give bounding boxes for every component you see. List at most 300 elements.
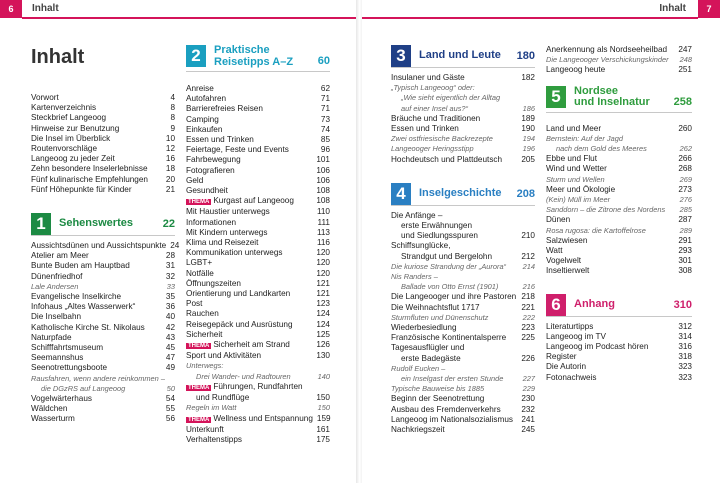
toc-page-number: 121	[316, 289, 330, 299]
toc-entry	[31, 292, 175, 302]
toc-entry	[186, 393, 330, 403]
toc-page-number	[531, 364, 535, 374]
section-4-header	[391, 183, 535, 206]
toc-entry-label	[391, 292, 516, 302]
toc-entry-label	[186, 84, 214, 94]
toc-entry	[31, 394, 175, 404]
toc-entry-label	[391, 262, 506, 272]
toc-page-number: 16	[165, 154, 175, 164]
toc-label-text: Anerkennung als Nordseeheilbad	[546, 45, 668, 54]
toc-entry	[546, 246, 692, 256]
thema-badge: THEMA	[188, 343, 210, 350]
toc-page-number: 212	[521, 251, 535, 261]
toc-entry-label	[41, 384, 125, 394]
toc-entry-label	[391, 364, 445, 374]
toc-entry-label	[546, 342, 648, 352]
toc-page-number: 314	[678, 331, 692, 341]
toc-label-text: Langeoog im TV	[546, 331, 606, 341]
toc-entry	[186, 330, 330, 340]
toc-entry-label	[31, 93, 59, 103]
toc-entry	[31, 363, 175, 373]
toc-label-text: Drei Wander- und Radtouren	[196, 371, 291, 381]
toc-page-number: 31	[165, 261, 175, 271]
toc-entry	[546, 65, 692, 75]
toc-entry-label	[186, 414, 313, 425]
toc-page-number: 43	[165, 332, 175, 342]
toc-entry-label	[186, 279, 241, 289]
toc-page-number: 323	[678, 362, 692, 372]
toc-entry-label	[31, 144, 97, 154]
toc-entry-label	[31, 124, 119, 134]
toc-entry	[186, 403, 330, 413]
toc-page-number: 42	[165, 322, 175, 332]
toc-label-text: Notfälle	[186, 268, 214, 278]
toc-entry-label	[186, 166, 235, 176]
toc-entry	[31, 374, 175, 384]
toc-entry	[31, 312, 175, 322]
section-number-box: 1	[31, 213, 51, 235]
toc-page-number: 262	[679, 144, 692, 154]
toc-entry	[546, 195, 692, 205]
toc-page-number: 45	[165, 343, 175, 353]
toc-page-number	[531, 221, 535, 231]
toc-page-number: 216	[522, 282, 535, 292]
toc-entry	[546, 134, 692, 144]
toc-page-number: 111	[317, 217, 330, 227]
toc-label-text: Die Anfänge –	[391, 210, 443, 220]
toc-entry-label	[546, 236, 587, 246]
toc-entry-label	[556, 144, 647, 154]
toc-page-number: 150	[316, 393, 330, 403]
toc-label-text: Infohaus „Altes Wasserwerk“	[31, 302, 136, 312]
toc-entry	[186, 414, 330, 425]
toc-page-number: 20	[165, 174, 175, 184]
toc-label-text: Vorwort	[31, 93, 59, 102]
left-page	[0, 0, 358, 483]
toc-page-number: 9	[170, 123, 175, 133]
section-title-line1: Nordsee	[574, 84, 619, 97]
section-5-header	[546, 86, 692, 113]
toc-page-number: 73	[320, 114, 330, 124]
toc-label-text: Vogelwärterhaus	[31, 394, 92, 404]
toc-entry	[546, 332, 692, 342]
toc-label-text: Wasserturm	[31, 414, 75, 424]
toc-entry	[31, 113, 175, 123]
right-page-header	[362, 0, 720, 18]
toc-label-text: Evangelische Inselkirche	[31, 292, 122, 302]
toc-page-number: 85	[320, 135, 330, 145]
toc-entry-label	[546, 164, 607, 174]
toc-label-text: Strandgut und Bergelohn	[401, 251, 493, 261]
toc-label-text: Reisegepäck und Ausrüstung	[186, 319, 293, 329]
toc-entry	[31, 272, 175, 282]
toc-entry-label	[546, 256, 581, 266]
toc-page-number	[531, 272, 535, 282]
toc-label-text: „Typisch Langeoog“ oder:	[391, 83, 475, 93]
toc-entry	[31, 384, 175, 394]
toc-page-number: 36	[165, 302, 175, 312]
toc-label-text: Meer und Ökologie	[546, 184, 616, 194]
toc-entry	[186, 238, 330, 248]
toc-label-text: Schifffahrtsmuseum	[31, 343, 104, 353]
toc-page-number: 227	[522, 374, 535, 384]
toc-label-text: Sicherheit am Strand	[213, 340, 290, 350]
toc-label-text: Dünenfriedhof	[31, 271, 83, 281]
toc-entry	[391, 292, 535, 302]
toc-page-number: 62	[320, 84, 330, 93]
toc-entry	[186, 145, 330, 155]
toc-label-text: Kommunikation unterwegs	[186, 248, 283, 258]
toc-entry-label	[401, 282, 498, 292]
toc-entry	[546, 236, 692, 246]
toc-entry	[186, 340, 330, 351]
toc-page-number: 251	[678, 65, 692, 75]
toc-entry-label	[186, 94, 226, 104]
toc-entry	[31, 93, 175, 103]
toc-entry-label	[186, 351, 261, 361]
toc-label-text: Katholische Kirche St. Nikolaus	[31, 322, 145, 332]
toc-label-text: und Rundflüge	[196, 393, 250, 403]
toc-label-text: Einkaufen	[186, 124, 223, 134]
toc-entry	[186, 382, 330, 393]
toc-label-text: Öffnungszeiten	[186, 278, 241, 288]
toc-page-number: 106	[316, 165, 330, 175]
toc-entry-label	[196, 393, 249, 403]
toc-entry	[31, 323, 175, 333]
toc-entry	[186, 196, 330, 207]
toc-page-number: 218	[521, 292, 535, 302]
toc-entry-label	[186, 238, 258, 248]
toc-page-number: 247	[678, 45, 692, 54]
toc-entry	[391, 374, 535, 384]
toc-entry-label	[186, 289, 290, 299]
toc-entry	[31, 404, 175, 414]
toc-entry	[186, 299, 330, 309]
toc-entry	[186, 166, 330, 176]
toc-page-number: 4	[170, 93, 175, 102]
toc-label-text: Insulaner und Gäste	[391, 73, 465, 82]
toc-entry	[546, 45, 692, 55]
toc-page-number: 318	[678, 352, 692, 362]
toc-entry-label	[186, 186, 228, 196]
toc-page-number: 21	[165, 184, 175, 194]
toc-entry-label	[186, 330, 222, 340]
toc-label-text: die DGzRS auf Langeoog	[41, 383, 126, 393]
toc-entry-label	[546, 65, 605, 75]
toc-label-text: Dünen	[546, 215, 571, 225]
toc-entry-label	[31, 154, 115, 164]
section-3-header	[391, 45, 535, 68]
section-number-box: 4	[391, 183, 411, 205]
toc-entry	[391, 124, 535, 134]
toc-page-number	[531, 241, 535, 251]
toc-entry	[391, 333, 535, 343]
toc-page-number: 293	[678, 246, 692, 256]
toc-page-number: 123	[316, 299, 330, 309]
toc-entry	[391, 114, 535, 124]
toc-entry	[186, 372, 330, 382]
toc-entry	[391, 384, 535, 394]
section-title: Inselgeschichte	[419, 187, 502, 200]
toc-entry	[391, 343, 535, 353]
toc-entry	[186, 84, 330, 94]
toc-label-text: Camping	[186, 114, 219, 124]
toc-label-text: Mit Kindern unterwegs	[186, 227, 268, 237]
toc-label-text: Bernstein: Auf der Jagd	[546, 133, 623, 143]
toc-page-number: 225	[521, 333, 535, 343]
toc-page-number: 226	[521, 353, 535, 363]
toc-entry-label	[401, 231, 478, 241]
header-rule	[362, 17, 698, 19]
section-2-header	[186, 45, 330, 72]
toc-entry	[186, 425, 330, 435]
toc-entry-label	[391, 333, 506, 343]
toc-entry-label	[31, 175, 148, 185]
toc-page-number: 113	[316, 227, 330, 237]
toc-page-number: 308	[678, 266, 692, 276]
toc-label-text: Führungen, Rundfahrten	[213, 381, 303, 391]
toc-page-number: 55	[165, 404, 175, 414]
toc-label-text: Fünf kulinarische Empfehlungen	[31, 174, 148, 184]
toc-label-text: Die kuriose Strandung der „Aurora“	[391, 261, 507, 271]
toc-page-number: 175	[316, 434, 330, 444]
toc-label-text: „Wie sieht eigentlich der Alltag	[401, 93, 501, 103]
toc-page-number: 124	[316, 319, 330, 329]
toc-page-number	[326, 382, 330, 393]
toc-entry-label	[31, 302, 135, 312]
toc-label-text: Ballade von Otto Ernst (1901)	[401, 282, 499, 292]
toc-label-text: Die Weihnachtsflut 1717	[391, 302, 480, 312]
thema-badge: THEMA	[188, 199, 210, 206]
toc-label-text: Zehn besondere Inselerlebnisse	[31, 164, 148, 174]
toc-entry-label	[401, 93, 500, 103]
toc-label-text: erste Badegäste	[401, 353, 461, 363]
toc-label-text: Steckbrief Langeoog	[31, 113, 107, 123]
toc-page-number: 289	[679, 225, 692, 235]
toc-entry-label	[186, 104, 263, 114]
toc-label-text: Fotografieren	[186, 165, 235, 175]
toc-entry-label	[401, 252, 492, 262]
toc-label-text: Routenvorschläge	[31, 144, 97, 154]
toc-page-number	[531, 83, 535, 93]
toc-page-number: 35	[165, 292, 175, 302]
toc-entry	[186, 186, 330, 196]
toc-label-text: Typische Bauweise bis 1885	[391, 384, 485, 394]
toc-entry	[546, 144, 692, 154]
toc-entry-label	[31, 323, 145, 333]
toc-entry	[391, 241, 535, 251]
section-title-line1: Praktische	[214, 44, 270, 56]
toc-page-number: 182	[521, 73, 535, 82]
toc-entry-label	[31, 103, 96, 113]
toc-entry-label	[546, 373, 597, 383]
section-title-line2: und Inselnatur	[574, 96, 650, 109]
toc-entry-label	[186, 145, 289, 155]
toc-entry-label	[401, 221, 472, 231]
toc-entry	[186, 289, 330, 299]
toc-label-text: Die Autorin	[546, 362, 587, 372]
toc-page-number: 8	[170, 103, 175, 113]
section-title: Anhang	[574, 297, 615, 310]
toc-page-number: 18	[165, 164, 175, 174]
toc-entry	[391, 211, 535, 221]
toc-entry-label	[391, 405, 501, 415]
toc-entry-label	[546, 134, 623, 144]
toc-label-text: Die Langeooger und ihre Pastoren	[391, 292, 517, 302]
toc-entry-label	[31, 353, 83, 363]
toc-entry-label	[391, 313, 488, 323]
toc-label-text: erste Erwähnungen	[401, 221, 473, 231]
toc-entry	[31, 103, 175, 113]
toc-label-text: Langeoog zu jeder Zeit	[31, 154, 115, 164]
toc-entry-label	[186, 382, 303, 393]
toc-page-number: 232	[521, 404, 535, 414]
toc-entry	[31, 164, 175, 174]
column-5-6	[546, 45, 692, 383]
toc-page-number: 260	[678, 123, 692, 133]
toc-page-number: 190	[521, 124, 535, 134]
toc-label-text: Verhaltenstipps	[186, 434, 242, 444]
toc-entry-label	[391, 425, 445, 435]
toc-entry-label	[546, 124, 601, 134]
toc-entry-label	[401, 374, 503, 384]
toc-page-number: 49	[165, 363, 175, 373]
toc-page-number: 287	[678, 215, 692, 225]
toc-page-number	[326, 361, 330, 371]
toc-entry-label	[391, 303, 480, 313]
toc-entry-label	[31, 251, 89, 261]
toc-entry	[546, 124, 692, 134]
toc-entry	[31, 175, 175, 185]
toc-entry-label	[391, 114, 480, 124]
section-page: 208	[516, 187, 535, 200]
toc-page-number: 108	[316, 196, 330, 206]
toc-entry	[391, 73, 535, 83]
toc-entry	[546, 215, 692, 225]
toc-entry-label	[31, 312, 81, 322]
toc-label-text: Beginn der Seenotrettung	[391, 394, 485, 404]
toc-page-number: 210	[521, 231, 535, 241]
toc-page-number: 312	[678, 321, 692, 331]
toc-entry	[186, 155, 330, 165]
toc-entry	[186, 115, 330, 125]
toc-entry-label	[31, 185, 132, 195]
toc-entry	[391, 221, 535, 231]
toc-entry-label	[31, 363, 107, 373]
toc-entry-label	[31, 343, 103, 353]
toc-label-text: Informationen	[186, 217, 237, 227]
section-1-header	[31, 213, 175, 236]
toc-page-number: 268	[678, 164, 692, 174]
right-page	[362, 0, 720, 483]
toc-entry-label	[186, 196, 294, 207]
toc-entry	[186, 258, 330, 268]
toc-entry	[31, 353, 175, 363]
toc-entry-label	[31, 394, 92, 404]
toc-entry-label	[546, 154, 597, 164]
toc-page-number: 189	[521, 113, 535, 123]
toc-label-text: und Siedlungsspuren	[401, 231, 478, 241]
toc-page-number: 12	[165, 144, 175, 154]
toc-entry-label	[186, 155, 241, 165]
toc-label-text: Land und Meer	[546, 123, 602, 133]
toc-entry-label	[391, 124, 459, 134]
toc-entry	[391, 134, 535, 144]
toc-entry-label	[391, 415, 513, 425]
toc-entry	[186, 361, 330, 371]
toc-entry-label	[31, 404, 67, 414]
toc-entry-label	[546, 175, 605, 185]
toc-entry-label	[546, 195, 610, 205]
toc-page-number: 159	[316, 413, 331, 423]
toc-entry	[186, 351, 330, 361]
toc-entry	[31, 414, 175, 424]
toc-page-number: 54	[165, 394, 175, 404]
toc-page-number: 194	[522, 134, 535, 144]
toc-entry	[31, 124, 175, 134]
toc-label-text: Sturm und Wellen	[546, 174, 605, 184]
toc-page-number: 161	[316, 424, 330, 434]
toc-entry	[186, 309, 330, 319]
toc-label-text: Kartenverzeichnis	[31, 103, 97, 113]
toc-entry-label	[546, 55, 669, 65]
toc-entry	[391, 83, 535, 93]
toc-page-number: 71	[320, 104, 330, 114]
toc-label-text: Ebbe und Flut	[546, 154, 597, 164]
toc-entry	[31, 185, 175, 195]
toc-label-text: Rosa rugosa: die Kartoffelrose	[546, 225, 646, 235]
toc-label-text: auf einer Insel aus?“	[401, 103, 468, 113]
toc-entry	[186, 135, 330, 145]
toc-label-text: nach dem Gold des Meeres	[556, 144, 647, 154]
toc-label-text: Geld	[186, 175, 204, 185]
toc-entry	[186, 279, 330, 289]
toc-label-text: Langeooger Heringsstipp	[391, 144, 474, 154]
toc-page-number: 110	[316, 207, 330, 217]
toc-entry-label	[186, 115, 219, 125]
toc-label-text: Fotonachweis	[546, 372, 597, 382]
toc-label-text: Bräuche und Traditionen	[391, 113, 481, 123]
toc-page-number: 196	[522, 144, 535, 154]
toc-entry	[186, 248, 330, 258]
toc-entry	[546, 226, 692, 236]
toc-entry-label	[31, 164, 148, 174]
toc-entry-label	[186, 435, 242, 445]
toc-entry	[546, 55, 692, 65]
toc-entry-label	[186, 299, 202, 309]
toc-entry-label	[391, 83, 475, 93]
toc-label-text: Wellness und Entspannung	[213, 413, 313, 423]
header-rule	[22, 17, 358, 19]
toc-page-number: 301	[678, 256, 692, 266]
toc-page-number: 40	[165, 312, 175, 322]
toc-page-number: 106	[316, 175, 330, 185]
toc-page-number: 74	[320, 124, 330, 134]
toc-entry	[31, 251, 175, 261]
toc-entry-label	[546, 226, 646, 236]
toc-label-text: Rauchen	[186, 309, 219, 319]
toc-label-text: Essen und Trinken	[186, 135, 254, 145]
toc-label-text: Aussichtsdünen und Aussichtspunkte	[31, 241, 167, 251]
toc-entry	[546, 352, 692, 362]
header-title: Inhalt	[32, 3, 59, 14]
toc-entry	[546, 266, 692, 276]
section-6-header	[546, 294, 692, 317]
toc-entry-label	[186, 320, 293, 330]
toc-page-number	[531, 93, 535, 103]
section-page: 180	[516, 49, 535, 62]
toc-page-number: 221	[521, 302, 535, 312]
